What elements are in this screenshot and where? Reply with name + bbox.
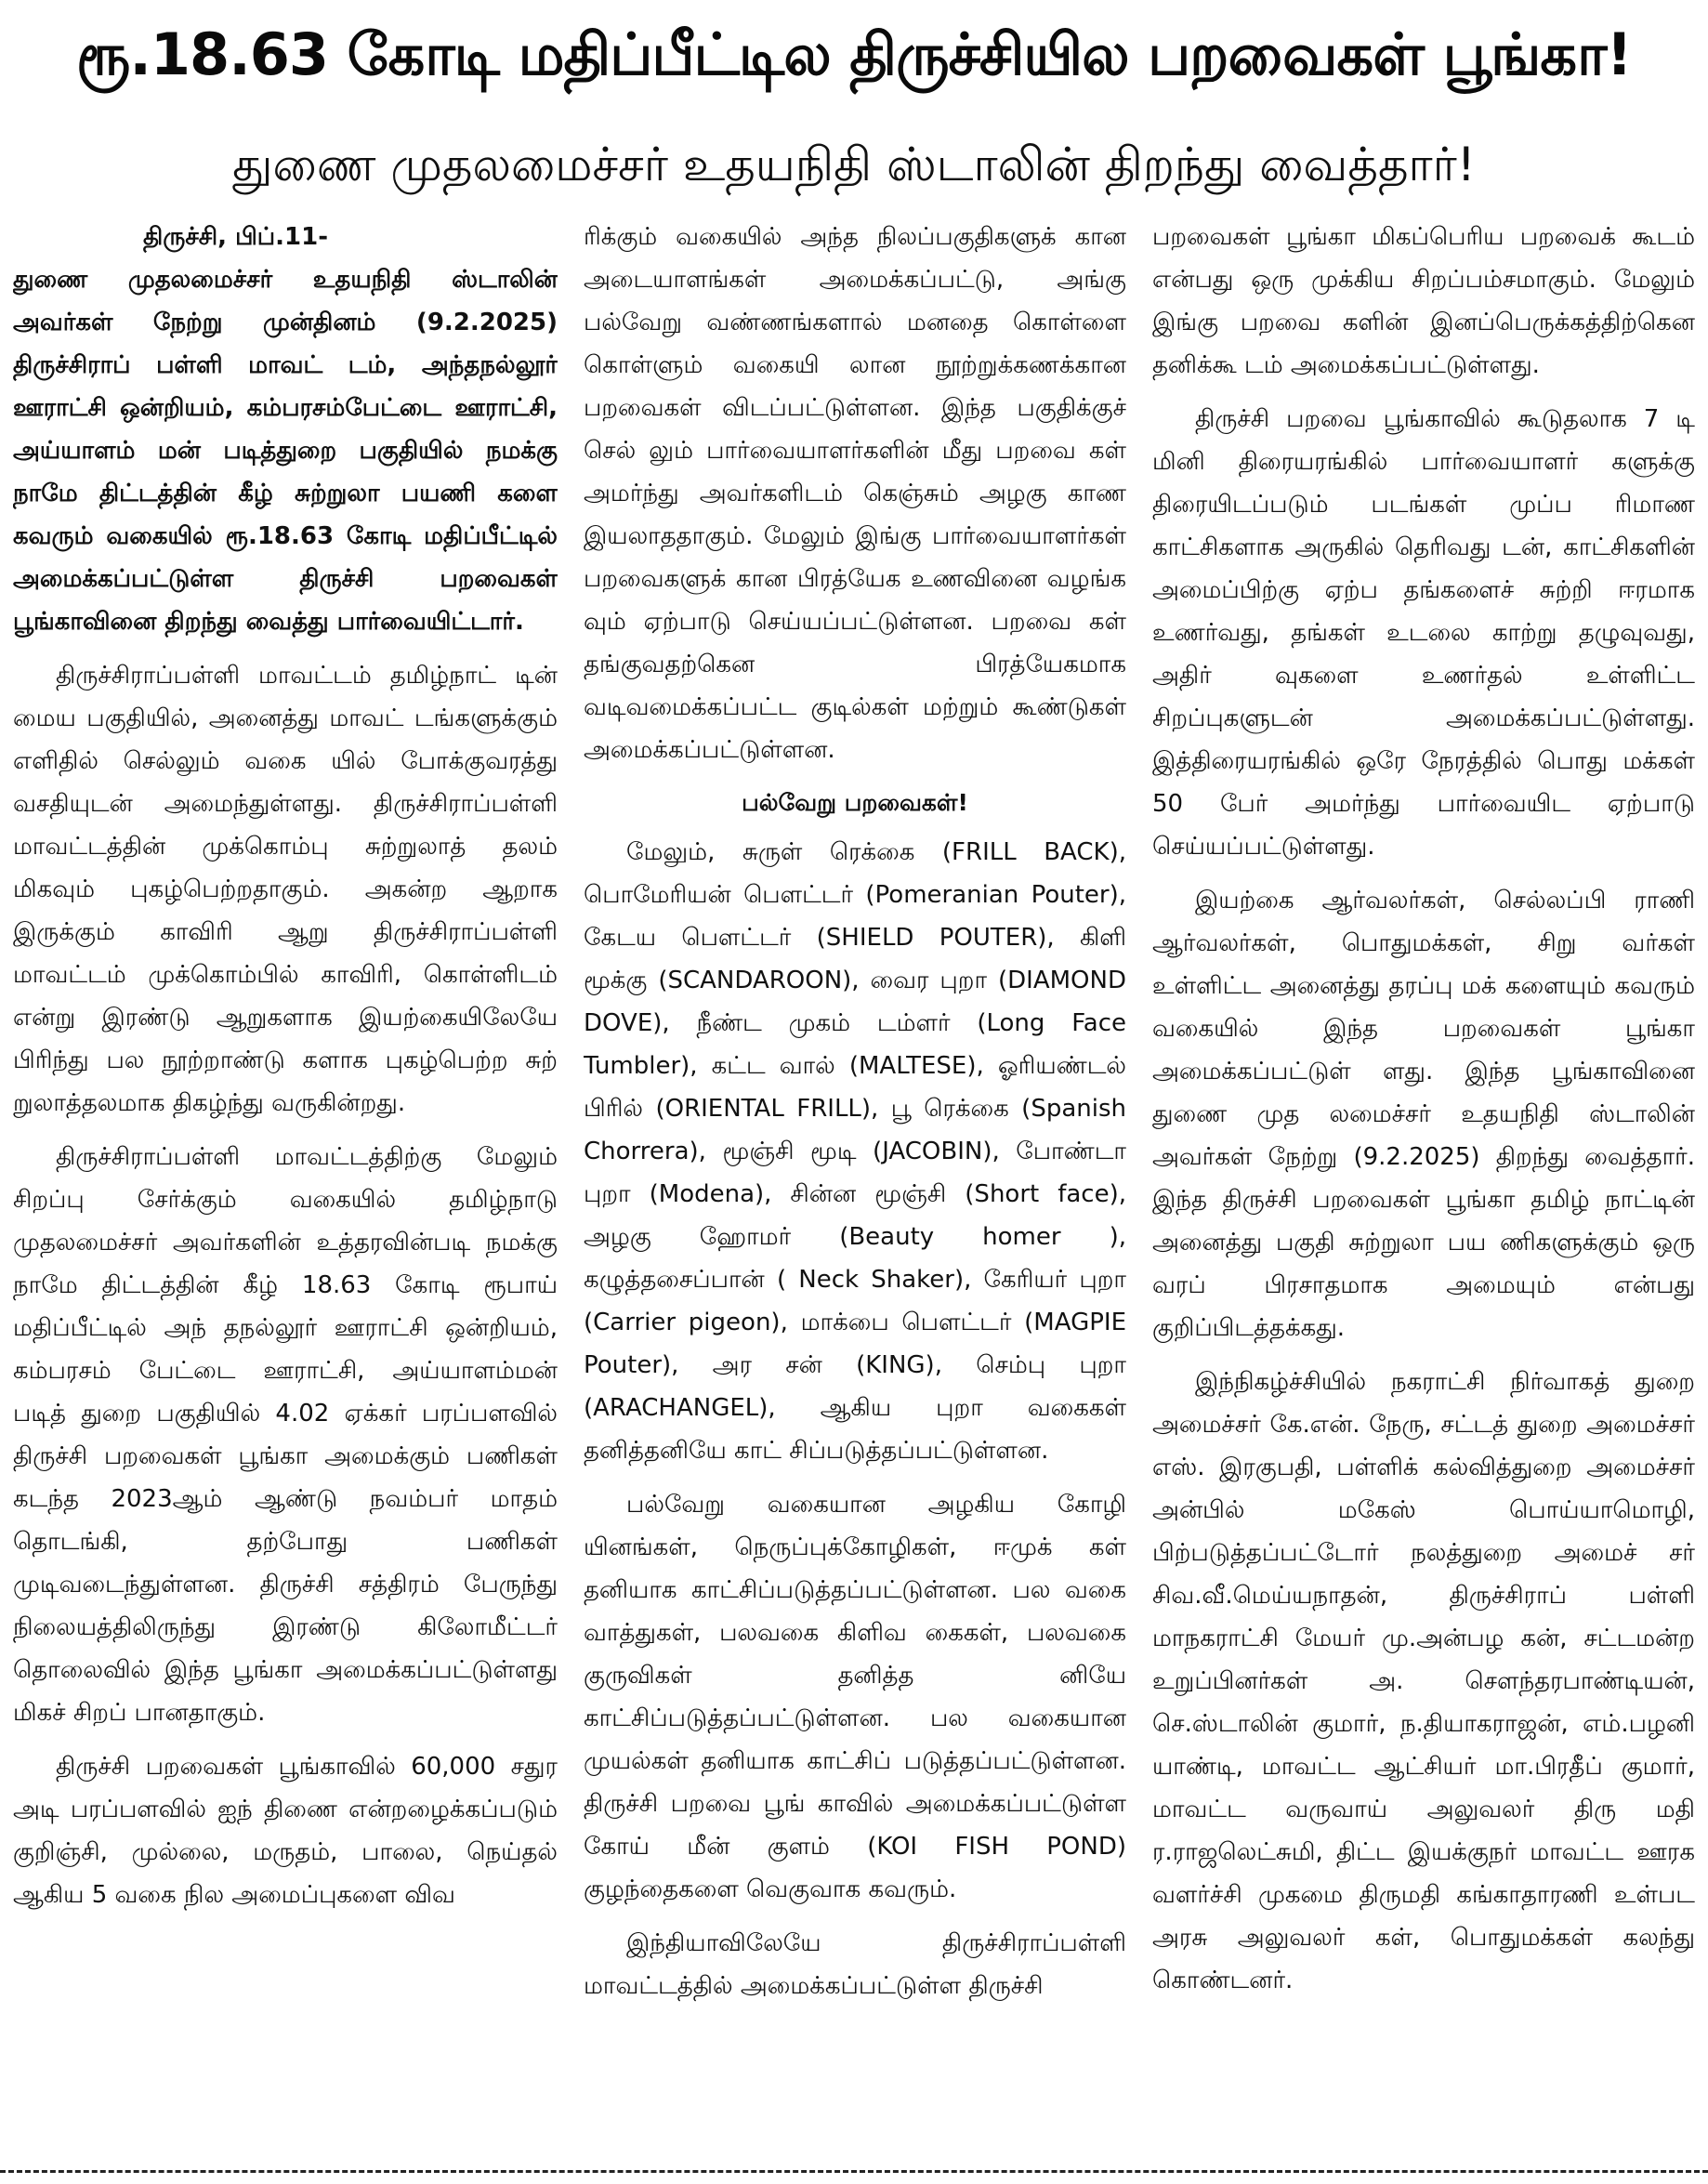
article-column-2 (584, 216, 1126, 2149)
paragraph: இந்நிகழ்ச்சியில் நகராட்சி நிர்வாகத் துறை அமைச்சர் கே.என். நேரு, சட்டத் துறை அமைச்சர் எஸ். இரகுபதி, பள்ளிக் கல்வித்துறை அமைச்சர் அன்பில் மகேஸ் பொய்யாமொழி, பிற்படுத்தப்பட்டோர் நலத்துறை அமைச் சர் சிவ.வீ.மெய்யநாதன், திருச்சிராப் பள்ளி மாநகராட்சி மேயர் மு.அன்பழ கன், சட்டமன்ற உறுப்பினர்கள் அ. சௌந்தரபாண்டியன், செ.ஸ்டாலின் குமார், ந.தியாகராஜன், எம்.பழனி யாண்டி, மாவட்ட ஆட்சியர் மா.பிரதீப் குமார், மாவட்ட வருவாய் அலுவலர் திரு மதி ர.ராஜலெட்சுமி, திட்ட இயக்குநர் மாவட்ட ஊரக வளர்ச்சி முகமை திருமதி கங்காதாரணி உள்பட அரசு அலுவலர் கள், பொதுமக்கள் கலந்து கொண்டனர். (1152, 1368, 1695, 1994)
lead-paragraph: துணை முதலமைச்சர் உதயநிதி ஸ்டாலின் அவர்கள் நேற்று முன்தினம் (9.2.2025) திருச்சிராப் பள்ளி மாவட் டம், அந்தநல்லூர் ஊராட்சி ஒன்றியம், கம்பரசம்பேட்டை ஊராட்சி, அய்யாளம் மன் படித்துறை பகுதியில் நமக்கு நாமே திட்டத்தின் கீழ் சுற்றுலா பயணி களை கவரும் வகையில் ரூ.18.63 கோடி மதிப்பீட்டில் அமைக்கப்பட்டுள்ள திருச்சி பறவைகள் பூங்காவினை திறந்து வைத்து பார்வையிட்டார். (13, 266, 558, 636)
paragraph: மேலும், சுருள் ரெக்கை (FRILL BACK), பொமேரியன் பௌட்டர் (Pomeranian Pouter), கேடய பௌட்டர் (SHIELD POUTER), கிளி மூக்கு (SCANDAROON), வைர புறா (DIAMOND DOVE), நீண்ட முகம் டம்ளர் (Long Face Tumbler), கட்ட வால் (MALTESE), ஓரியண்டல் பிரில் (ORIENTAL FRILL), பூ ரெக்கை (Spanish Chorrera), மூஞ்சி மூடி (JACOBIN), போண்டா புறா (Modena), சின்ன மூஞ்சி (Short face), அழகு ஹோமர் (Beauty homer ), கழுத்தசைப்பான் ( Neck Shaker), கேரியர் புறா (Carrier pigeon), மாக்பை பௌட்டர் (MAGPIE Pouter), அர சன் (KING), செம்பு புறா (ARACHANGEL), ஆகிய புறா வகைகள் தனித்தனியே காட் சிப்படுத்தப்பட்டுள்ளன. (584, 838, 1126, 1465)
paragraph: திருச்சி பறவை பூங்காவில் கூடுதலாக 7 டி மினி திரையரங்கில் பார்வையாளர் களுக்கு திரையிடப்படும் படங்கள் முப்ப ரிமாண காட்சிகளாக அருகில் தெரிவது டன், காட்சிகளின் அமைப்பிற்கு ஏற்ப தங்களைச் சுற்றி ஈரமாக உணர்வது, தங்கள் உடலை காற்று தழுவுவது, அதிர் வுகளை உணர்தல் உள்ளிட்ட சிறப்புகளுடன் அமைக்கப்பட்டுள்ளது. இத்திரையரங்கில் ஒரே நேரத்தில் பொது மக்கள் 50 பேர் அமர்ந்து பார்வையிட ஏற்பாடு செய்யப்பட்டுள்ளது. (1152, 405, 1695, 861)
paragraph: பல்வேறு வகையான அழகிய கோழி யினங்கள், நெருப்புக்கோழிகள், ஈமுக் கள் தனியாக காட்சிப்படுத்தப்பட்டுள்ளன. பல வகை வாத்துகள், பலவகை கிளிவ கைகள், பலவகை குருவிகள் தனித்த னியே காட்சிப்படுத்தப்பட்டுள்ளன. பல வகையான முயல்கள் தனியாக காட்சிப் படுத்தப்பட்டுள்ளன. திருச்சி பறவை பூங் காவில் அமைக்கப்பட்டுள்ள கோய் மீன் குளம் (KOI FISH POND) குழந்தைகளை வெகுவாக கவரும். (584, 1491, 1126, 1903)
paragraph: திருச்சிராப்பள்ளி மாவட்டம் தமிழ்நாட் டின் மைய பகுதியில், அனைத்து மாவட் டங்களுக்கும் எளிதில் செல்லும் வகை யில் போக்குவரத்து வசதியுடன் அமைந்துள்ளது. திருச்சிராப்பள்ளி மாவட்டத்தின் முக்கொம்பு சுற்றுலாத் தலம் மிகவும் புகழ்பெற்றதாகும். அகன்ற ஆறாக இருக்கும் காவிரி ஆறு திருச்சிராப்பள்ளி மாவட்டம் முக்கொம்பில் காவிரி, கொள்ளிடம் என்று இரண்டு ஆறுகளாக இயற்கையிலேயே பிரிந்து பல நூற்றாண்டு களாக புகழ்பெற்ற சுற் றுலாத்தலமாக திகழ்ந்து வருகின்றது. (13, 662, 558, 1117)
paragraph: இந்தியாவிலேயே திருச்சிராப்பள்ளி மாவட்டத்தில் அமைக்கப்பட்டுள்ள திருச்சி (584, 1929, 1126, 2000)
paragraph-continued: பறவைகள் பூங்கா மிகப்பெரிய பறவைக் கூடம் என்பது ஒரு முக்கிய சிறப்பம்சமாகும். மேலும் இங்கு பறவை களின் இனப்பெருக்கத்திற்கென தனிக்கூ டம் அமைக்கப்பட்டுள்ளது. (1152, 223, 1695, 379)
paragraph-continued: ரிக்கும் வகையில் அந்த நிலப்பகுதிகளுக் கான அடையாளங்கள் அமைக்கப்பட்டு, அங்கு பல்வேறு வண்ணங்களால் மனதை கொள்ளை கொள்ளும் வகையி லான நூற்றுக்கணக்கான பறவைகள் விடப்பட்டுள்ளன. இந்த பகுதிக்குச் செல் லும் பார்வையாளர்களின் மீது பறவை கள் அமர்ந்து அவர்களிடம் கெஞ்சும் அழகு காண இயலாததாகும். மேலும் இங்கு பார்வையாளர்கள் பறவைகளுக் கான பிரத்யேக உணவினை வழங்க வும் ஏற்பாடு செய்யப்பட்டுள்ளன. பறவை கள் தங்குவதற்கென பிரத்யேகமாக வடிவமைக்கப்பட்ட குடில்கள் மற்றும் கூண்டுகள் அமைக்கப்பட்டுள்ளன. (584, 223, 1126, 764)
section-subtitle: பல்வேறு பறவைகள்! (742, 789, 968, 816)
paragraph: திருச்சி பறவைகள் பூங்காவில் 60,000 சதுர அடி பரப்பளவில் ஐந் திணை என்றழைக்கப்படும் குறிஞ்சி, முல்லை, மருதம், பாலை, நெய்தல் ஆகிய 5 வகை நில அமைப்புகளை விவ (13, 1753, 558, 1909)
headline: ரூ.18.63 கோடி மதிப்பீட்டில திருச்சியில பறவைகள் பூங்கா! (76, 20, 1632, 88)
bottom-dashed-rule (0, 2170, 1708, 2173)
article-column-3 (1152, 216, 1695, 2149)
article-column-1 (13, 216, 558, 2149)
paragraph: இயற்கை ஆர்வலர்கள், செல்லப்பி ராணி ஆர்வலர்கள், பொதுமக்கள், சிறு வர்கள் உள்ளிட்ட அனைத்து தரப்பு மக் களையும் கவரும் வகையில் இந்த பறவைகள் பூங்கா அமைக்கப்பட்டுள் ளது. இந்த பூங்காவினை துணை முத லமைச்சர் உதயநிதி ஸ்டாலின் அவர்கள் நேற்று (9.2.2025) திறந்து வைத்தார். இந்த திருச்சி பறவைகள் பூங்கா தமிழ் நாட்டின் அனைத்து பகுதி சுற்றுலா பய ணிகளுக்கும் ஒரு வரப் பிரசாதமாக அமையும் என்பது குறிப்பிடத்தக்கது. (1152, 887, 1695, 1342)
subheadline: துணை முதலமைச்சர் உதயநிதி ஸ்டாலின் திறந்து வைத்தார்! (232, 137, 1476, 191)
paragraph: திருச்சிராப்பள்ளி மாவட்டத்திற்கு மேலும் சிறப்பு சேர்க்கும் வகையில் தமிழ்நாடு முதலமைச்சர் அவர்களின் உத்தரவின்படி நமக்கு நாமே திட்டத்தின் கீழ் 18.63 கோடி ரூபாய் மதிப்பீட்டில் அந் தநல்லூர் ஊராட்சி ஒன்றியம், கம்பரசம் பேட்டை ஊராட்சி, அய்யாளம்மன் படித் துறை பகுதியில் 4.02 ஏக்கர் பரப்பளவில் திருச்சி பறவைகள் பூங்கா அமைக்கும் பணிகள் கடந்த 2023ஆம் ஆண்டு நவம்பர் மாதம் தொடங்கி, தற்போது பணிகள் முடிவடைந்துள்ளன. திருச்சி சத்திரம் பேருந்து நிலையத்திலிருந்து இரண்டு கிலோமீட்டர் தொலைவில் இந்த பூங்கா அமைக்கப்பட்டுள்ளது மிகச் சிறப் பானதாகும். (13, 1143, 558, 1727)
dateline: திருச்சி, பிப்.11- (143, 223, 328, 251)
